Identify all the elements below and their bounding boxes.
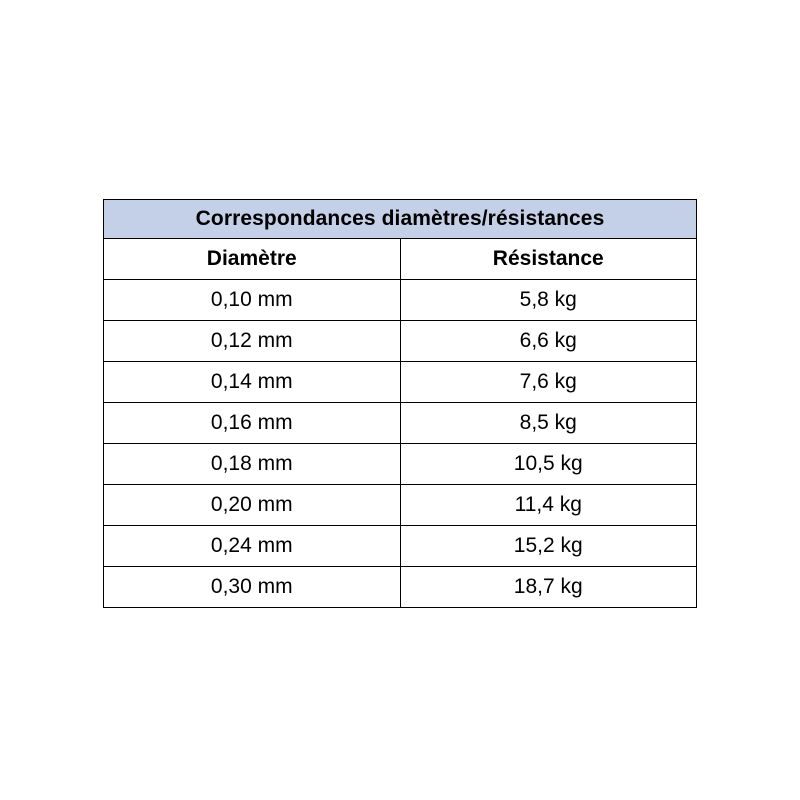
cell-diameter: 0,16 mm	[104, 403, 401, 444]
cell-resistance: 5,8 kg	[400, 280, 697, 321]
table-row	[104, 526, 697, 567]
cell-resistance: 7,6 kg	[400, 362, 697, 403]
table-row	[104, 280, 697, 321]
cell-diameter: 0,10 mm	[104, 280, 401, 321]
cell-resistance: 11,4 kg	[400, 485, 697, 526]
cell-resistance: 8,5 kg	[400, 403, 697, 444]
cell-resistance: 15,2 kg	[400, 526, 697, 567]
cell-diameter: 0,14 mm	[104, 362, 401, 403]
cell-resistance: 6,6 kg	[400, 321, 697, 362]
table-row	[104, 444, 697, 485]
table-row	[104, 362, 697, 403]
column-header-diameter: Diamètre	[104, 239, 401, 280]
correspondence-table-container	[103, 199, 697, 608]
cell-resistance: 10,5 kg	[400, 444, 697, 485]
table-row	[104, 321, 697, 362]
table-row	[104, 403, 697, 444]
cell-diameter: 0,24 mm	[104, 526, 401, 567]
table-title: Correspondances diamètres/résistances	[104, 200, 697, 239]
correspondence-table	[103, 199, 697, 608]
table-row	[104, 567, 697, 608]
table-title-row	[104, 200, 697, 239]
cell-diameter: 0,18 mm	[104, 444, 401, 485]
cell-diameter: 0,20 mm	[104, 485, 401, 526]
table-header-row	[104, 239, 697, 280]
cell-diameter: 0,30 mm	[104, 567, 401, 608]
cell-diameter: 0,12 mm	[104, 321, 401, 362]
cell-resistance: 18,7 kg	[400, 567, 697, 608]
column-header-resistance: Résistance	[400, 239, 697, 280]
table-row	[104, 485, 697, 526]
